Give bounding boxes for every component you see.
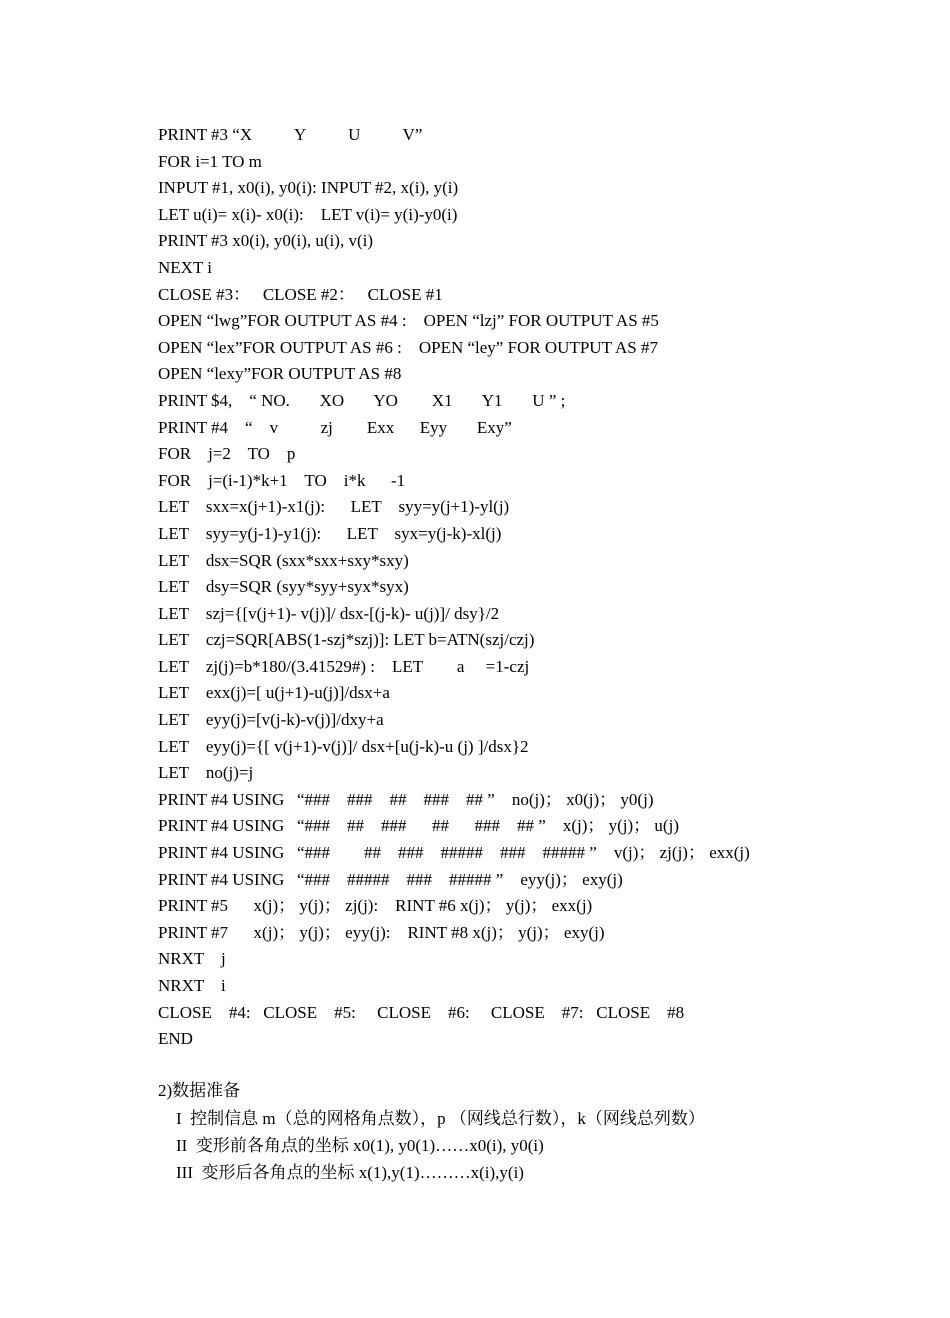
code-line: PRINT #4 USING “### ## ### ##### ### ##### ” v(j)； zj(j)； exx(j): [158, 843, 750, 863]
code-line: PRINT #5 x(j)； y(j)； zj(j): RINT #6 x(j)； y(j)； exx(j): [158, 896, 593, 916]
code-line: PRINT #4 USING “### ## ### ## ### ## ” x(j)； y(j)； u(j): [158, 816, 679, 836]
code-line: PRINT #3 x0(i), y0(i), u(i), v(i): [158, 231, 373, 251]
code-line: CLOSE #4: CLOSE #5: CLOSE #6: CLOSE #7: CLOSE #8: [158, 1002, 685, 1022]
code-listing: [158, 122, 750, 1053]
section-heading: 2)数据准备: [158, 1081, 241, 1100]
prep-item-after-coords: III 变形后各角点的坐标 x(1),y(1)………x(i),y(i): [176, 1163, 524, 1182]
code-line: PRINT #4 USING “### ### ## ### ## ” no(j)； x0(j)； y0(j): [158, 789, 654, 809]
code-line: OPEN “lwg”FOR OUTPUT AS #4 : OPEN “lzj” FOR OUTPUT AS #5: [158, 311, 659, 331]
code-line: END: [158, 1029, 193, 1049]
code-line: LET eyy(j)=[v(j-k)-v(j)]/dxy+a: [158, 710, 384, 730]
code-line: LET no(j)=j: [158, 763, 254, 783]
code-line: FOR j=(i-1)*k+1 TO i*k -1: [158, 470, 406, 490]
prep-item-before-coords: II 变形前各角点的坐标 x0(1), y0(1)……x0(i), y0(i): [176, 1136, 544, 1155]
code-line: LET exx(j)=[ u(j+1)-u(j)]/dsx+a: [158, 683, 390, 703]
data-preparation-section: [158, 1077, 705, 1186]
code-line: LET dsx=SQR (sxx*sxx+sxy*sxy): [158, 550, 409, 570]
code-line: PRINT #3 “X Y U V”: [158, 125, 423, 144]
code-line: LET sxx=x(j+1)-x1(j): LET syy=y(j+1)-yl(j): [158, 497, 510, 517]
code-line: PRINT #7 x(j)； y(j)； eyy(j): RINT #8 x(j)； y(j)； exy(j): [158, 922, 605, 942]
code-line: PRINT $4, “ NO. XO YO X1 Y1 U ” ;: [158, 390, 566, 410]
code-line: OPEN “lex”FOR OUTPUT AS #6 : OPEN “ley” FOR OUTPUT AS #7: [158, 337, 658, 357]
code-line: LET zj(j)=b*180/(3.41529#) : LET a =1-czj: [158, 656, 530, 676]
code-line: NEXT i: [158, 257, 212, 277]
code-line: LET dsy=SQR (syy*syy+syx*syx): [158, 577, 409, 597]
code-line: CLOSE #3： CLOSE #2： CLOSE #1: [158, 284, 443, 304]
code-line: FOR i=1 TO m: [158, 151, 262, 171]
prep-item-control-info: I 控制信息 m（总的网格角点数），p （网线总行数），k（网线总列数）: [176, 1109, 705, 1128]
code-line: LET syy=y(j-1)-y1(j): LET syx=y(j-k)-xl(j): [158, 523, 502, 543]
code-line: LET eyy(j)={[ v(j+1)-v(j)]/ dsx+[u(j-k)-u (j) ]/dsx}2: [158, 736, 529, 756]
code-line: INPUT #1, x0(i), y0(i): INPUT #2, x(i), y(i): [158, 178, 459, 198]
code-line: LET szj={[v(j+1)- v(j)]/ dsx-[(j-k)- u(j)]/ dsy}/2: [158, 603, 500, 623]
code-line: OPEN “lexy”FOR OUTPUT AS #8: [158, 364, 402, 384]
code-line: FOR j=2 TO p: [158, 444, 296, 464]
code-line: LET u(i)= x(i)- x0(i): LET v(i)= y(i)-y0(i): [158, 204, 458, 224]
code-line: LET czj=SQR[ABS(1-szj*szj)]: LET b=ATN(szj/czj): [158, 630, 535, 650]
code-line: NRXT i: [158, 976, 226, 995]
code-line: NRXT j: [158, 949, 226, 969]
code-line: PRINT #4 USING “### ##### ### ##### ” eyy(j)； exy(j): [158, 869, 623, 889]
code-line: PRINT #4 “ v zj Exx Eyy Exy”: [158, 417, 512, 437]
